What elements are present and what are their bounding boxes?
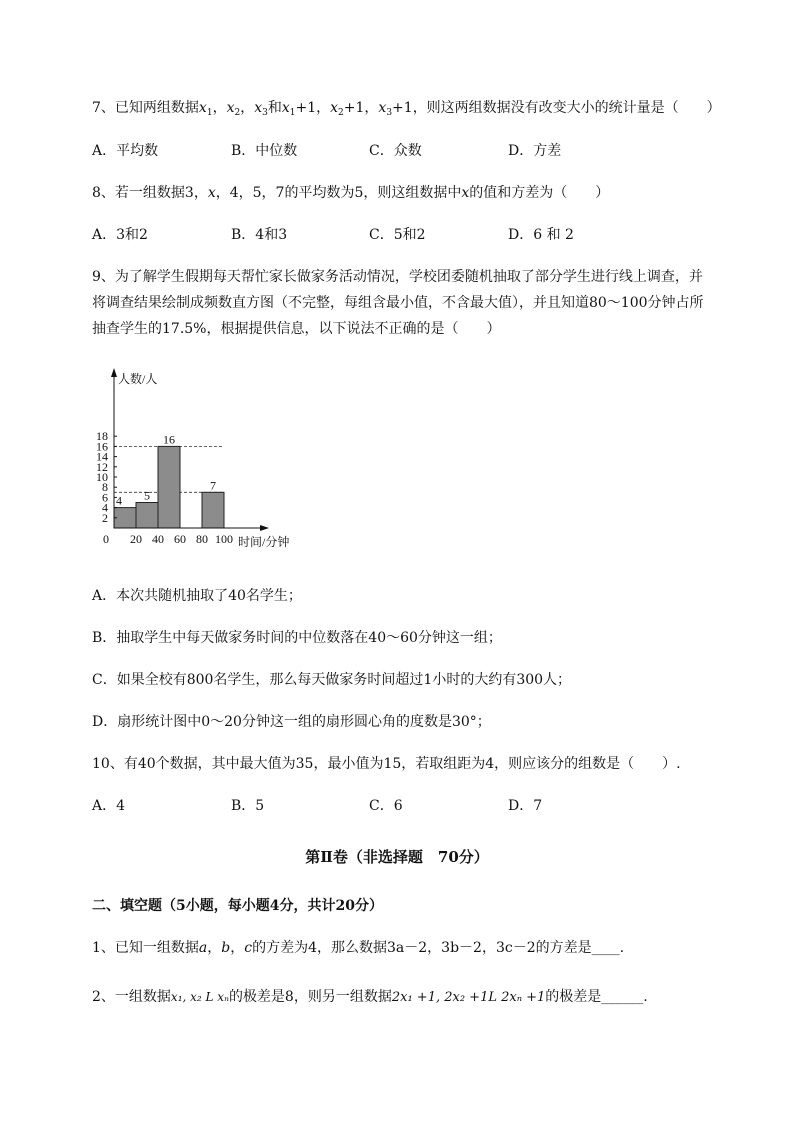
q8-stem-part: 的值和方差为（ ）	[469, 185, 610, 201]
bar-label-2: 16	[163, 432, 175, 447]
var-x: x	[461, 185, 470, 201]
bar-0	[114, 508, 136, 528]
bar-2	[158, 446, 180, 528]
fill-q2	[92, 987, 648, 1008]
y-tick-label-4: 10	[96, 470, 108, 484]
x-tick-label-2: 40	[152, 532, 164, 546]
sep: ，	[212, 100, 227, 116]
fill-q1-part: 1、已知一组数据	[92, 940, 199, 956]
var-a: a	[198, 940, 208, 956]
sub: 3	[262, 108, 268, 118]
q8-stem-part: ，4，5，7的平均数为5，则这组数据中	[215, 185, 462, 201]
fill-q1	[92, 938, 624, 958]
var-x: x	[198, 100, 207, 116]
x-tick-label-5: 100	[215, 532, 233, 546]
var-x: x	[378, 100, 387, 116]
bar-3	[202, 492, 224, 528]
q9-option-d[interactable]: D．扇形统计图中0～20分钟这一组的扇形圆心角的度数是30°；	[92, 714, 491, 730]
sub: 2	[234, 108, 241, 118]
q8-option-c[interactable]: C．5和2	[369, 227, 426, 243]
q7-option-a[interactable]: A．平均数	[92, 143, 159, 159]
q9-line-1: 9、为了解学生假期每天帮忙家长做家务活动情况，学校团委随机抽取了部分学生进行线上调查，并	[92, 269, 703, 285]
q7-stem-part: ，则这两组数据没有改变大小的统计量是（ ）	[412, 100, 721, 116]
sep: ，	[230, 940, 245, 956]
plus: +1	[392, 100, 413, 116]
and: 和	[267, 100, 282, 116]
sub: 1	[206, 108, 213, 118]
sub: 2	[338, 108, 344, 118]
fill-q2-part: 的极差是______.	[545, 989, 648, 1005]
bar-1	[136, 503, 158, 529]
sub: 1	[289, 108, 296, 118]
y-tick-label-3: 8	[102, 480, 108, 495]
y-tick-label-0: 2	[102, 510, 108, 525]
plus: +1	[295, 100, 317, 116]
fill-q2-set: x₁, x₂ L xₙ	[170, 990, 229, 1004]
x-tick-label-0: 0	[103, 532, 109, 546]
plus: +1	[343, 100, 365, 116]
q10-option-d[interactable]: D．7	[508, 798, 543, 814]
q8-option-a[interactable]: A．3和2	[92, 227, 148, 243]
q9-line-3: 抽查学生的17.5%，根据提供信息，以下说法不正确的是（ ）	[92, 321, 501, 337]
var-x: x	[226, 100, 235, 116]
fill-q2-set2: 2x₁ +1, 2x₂ +1L 2xₙ +1	[391, 990, 546, 1005]
y-tick-label-6: 14	[96, 449, 108, 464]
q9-line-2: 将调查结果绘制成频数直方图（不完整，每组含最小值，不含最大值），并且知道80～100分钟占所	[92, 295, 704, 311]
bar-label-3: 7	[210, 478, 216, 493]
y-tick-label-5: 12	[96, 459, 108, 474]
q10-option-a[interactable]: A．4	[92, 798, 126, 814]
q7-option-b[interactable]: B．中位数	[231, 143, 298, 159]
x-tick-label-3: 60	[174, 532, 186, 546]
q8-stem-part: 8、若一组数据3，	[92, 185, 208, 201]
bar-label-1: 5	[144, 488, 150, 503]
var-x: x	[330, 100, 339, 116]
var-b: b	[221, 940, 231, 956]
fill-q1-part: 的方差为4，那么数据	[252, 940, 388, 956]
var-x: x	[254, 100, 263, 116]
q9-option-b[interactable]: B．抽取学生中每天做家务时间的中位数落在40～60分钟这一组；	[92, 630, 502, 646]
x-axis-label: 时间/分钟	[238, 535, 290, 549]
var-x: x	[281, 100, 290, 116]
sep: ，	[316, 100, 331, 116]
q7-option-d[interactable]: D．方差	[508, 143, 562, 159]
x-tick-label-1: 20	[130, 532, 142, 546]
y-axis-label: 人数/人	[118, 372, 158, 386]
y-tick-label-7: 16	[96, 439, 108, 454]
q9-option-a[interactable]: A．本次共随机抽取了40名学生；	[92, 588, 302, 604]
fill-q2-part: 的极差是8，则另一组数据	[228, 989, 392, 1005]
x-tick-label-4: 80	[196, 532, 208, 546]
y-axis-arrow	[111, 368, 117, 377]
fill-q1-part: 的方差是____.	[535, 940, 625, 956]
sub: 3	[386, 108, 393, 118]
q10-option-b[interactable]: B．5	[231, 798, 265, 814]
y-tick-label-8: 18	[96, 429, 108, 444]
sep: ，	[364, 100, 379, 116]
sep: ，	[240, 100, 255, 116]
fill-q1-expression: 3a－2，3b－2，3c－2	[387, 940, 536, 956]
q8-option-d[interactable]: D．6 和 2	[508, 227, 574, 243]
var-x: x	[207, 185, 216, 201]
section2-title: 二、填空题（5小题，每小题4分，共计20分）	[92, 898, 383, 914]
var-c: c	[244, 940, 253, 956]
q7-stem	[92, 98, 721, 123]
x-axis-arrow	[260, 525, 269, 531]
y-tick-label-1: 4	[102, 500, 108, 515]
part2-title: 第Ⅱ卷（非选择题 70分）	[305, 848, 489, 866]
q10-option-c[interactable]: C．6	[369, 798, 403, 814]
q8-option-b[interactable]: B．4和3	[231, 227, 288, 243]
sep: ，	[207, 940, 222, 956]
y-tick-label-2: 6	[102, 490, 108, 505]
q8-stem	[92, 183, 609, 203]
fill-q2-part: 2、一组数据	[92, 989, 171, 1005]
histogram-chart	[92, 364, 312, 554]
q9-option-c[interactable]: C．如果全校有800名学生，那么每天做家务时间超过1小时的大约有300人；	[92, 672, 572, 688]
q10-stem: 10、有40个数据，其中最大值为35，最小值为15，若取组距为4，则应该分的组数是（ ）.	[92, 756, 681, 772]
bar-label-0: 4	[116, 493, 122, 508]
q7-stem-part: 7、已知两组数据	[92, 100, 199, 116]
q7-option-c[interactable]: C．众数	[369, 143, 422, 159]
